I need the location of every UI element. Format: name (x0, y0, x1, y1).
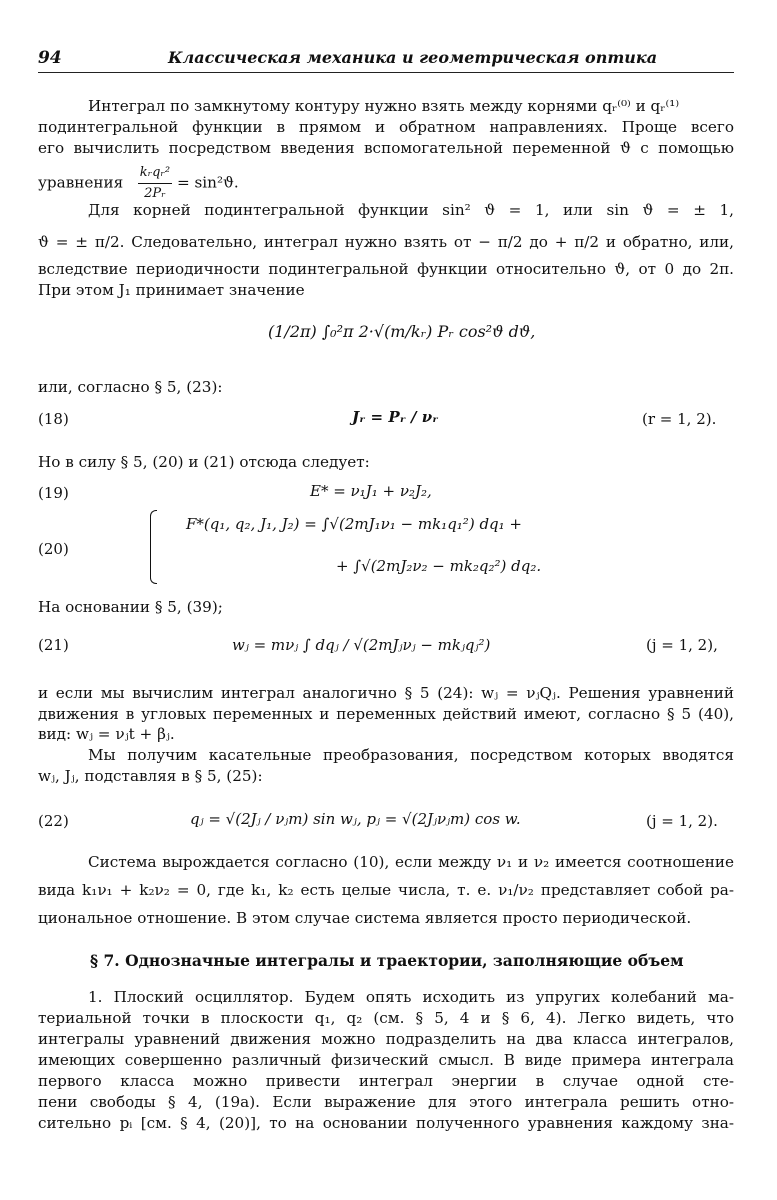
eq19-number: (19) (38, 484, 69, 502)
para4-line2: wⱼ, Jⱼ, подставляя в § 5, (25): (38, 767, 263, 785)
fraction-denominator: 2Pᵣ (144, 186, 166, 201)
eq19-body: E* = ν₁J₁ + ν₂J₂, (310, 482, 432, 500)
kq-over-2p-fraction (138, 163, 172, 204)
para2-line1: Для корней подинтегральной функции sin² ϑ = 1, или sin ϑ = ± 1, (88, 201, 734, 219)
para3-line2: движения в угловых переменных и переменных действий имеют, согласно § 5 (40), (38, 705, 734, 723)
eq18-body: Jᵣ = Pᵣ / νᵣ (352, 408, 439, 426)
page-number: 94 (38, 48, 62, 68)
para6-line1: 1. Плоский осциллятор. Будем опять исходить из упругих колебаний ма- (88, 988, 734, 1006)
para5-line2: вида k₁ν₁ + k₂ν₂ = 0, где k₁, k₂ есть целые числа, т. е. ν₁/ν₂ представляет собой ра- (38, 881, 734, 899)
para1-line4-prefix: уравнения (38, 173, 124, 192)
fraction-numerator: kᵣqᵣ² (138, 163, 172, 184)
para6-line6: пени свободы § 4, (19a). Если выражение для этого интеграла решить отно- (38, 1093, 734, 1111)
para2-line3: вследствие периодичности подинтегральной функции относительно ϑ, от 0 до 2π. (38, 260, 734, 278)
eq22-number: (22) (38, 812, 69, 830)
para6-line2: териальной точки в плоскости q₁, q₂ (см. § 5, 4 и § 6, 4). Легко видеть, что (38, 1009, 734, 1027)
eq20-number: (20) (38, 540, 69, 558)
para1-line4 (38, 163, 239, 204)
display-equation-j1: (1/2π) ∫₀²π 2·√(m/kᵣ) Pᵣ cos²ϑ dϑ, (268, 322, 536, 341)
section-heading: § 7. Однозначные интегралы и траектории, заполняющие объем (90, 951, 684, 970)
eq21-number: (21) (38, 636, 69, 654)
eq21-body: wⱼ = mνⱼ ∫ dqⱼ / √(2mJⱼνⱼ − mkⱼqⱼ²) (232, 636, 491, 654)
para1-line1: Интеграл по замкнутому контуру нужно взять между корнями qᵣ⁽⁰⁾ и qᵣ⁽¹⁾ (88, 97, 680, 115)
para1-line3: его вычислить посредством введения вспомогательной переменной ϑ с помощью (38, 139, 734, 157)
eq18-number: (18) (38, 410, 69, 428)
para6-line3: интегралы уравнений движения можно подразделить на два класса интегралов, (38, 1030, 734, 1048)
para5-line3: циональное отношение. В этом случае система является просто периодической. (38, 909, 692, 927)
eq20-line2: + ∫√(2mJ₂ν₂ − mk₂q₂²) dq₂. (336, 557, 542, 575)
para2-line4: При этом J₁ принимает значение (38, 281, 305, 299)
text-according-23: или, согласно § 5, (23): (38, 378, 223, 396)
para2-line2: ϑ = ± π/2. Следовательно, интеграл нужно взять от − π/2 до + π/2 и обратно, или, (38, 233, 734, 251)
text-on-basis: На основании § 5, (39); (38, 598, 223, 616)
eq22-body: qⱼ = √(2Jⱼ / νⱼm) sin wⱼ, pⱼ = √(2Jⱼνⱼm) cos w. (190, 810, 521, 828)
para4-line1: Мы получим касательные преобразования, посредством которых вводятся (88, 746, 734, 764)
para5-line1: Система вырождается согласно (10), если между ν₁ и ν₂ имеется соотношение (88, 853, 734, 871)
eq20-brace (150, 510, 157, 584)
para3-line1: и если мы вычислим интеграл аналогично § 5 (24): wⱼ = νⱼQⱼ. Решения уравнений (38, 684, 734, 702)
para1-line4-suffix: = sin²ϑ. (176, 173, 239, 192)
eq21-condition: (j = 1, 2), (646, 636, 718, 654)
eq20-line1: F*(q₁, q₂, J₁, J₂) = ∫√(2mJ₁ν₁ − mk₁q₁²) dq₁ + (186, 515, 522, 533)
eq18-condition: (r = 1, 2). (642, 410, 717, 428)
para6-line5: первого класса можно привести интеграл энергии в случае одной сте- (38, 1072, 734, 1090)
para6-line4: имеющих совершенно различный физический смысл. В виде примера интеграла (38, 1051, 734, 1069)
text-by-virtue: Но в силу § 5, (20) и (21) отсюда следует: (38, 453, 370, 471)
para3-line3: вид: wⱼ = νⱼt + βⱼ. (38, 725, 175, 743)
para1-line2: подинтегральной функции в прямом и обратном направлениях. Проще всего (38, 118, 734, 136)
running-title: Классическая механика и геометрическая оптика (168, 48, 658, 67)
page-header (38, 46, 734, 73)
eq22-condition: (j = 1, 2). (646, 812, 718, 830)
para6-line7: сительно pᵢ [см. § 4, (20)], то на основании полученного уравнения каждому зна- (38, 1114, 734, 1132)
